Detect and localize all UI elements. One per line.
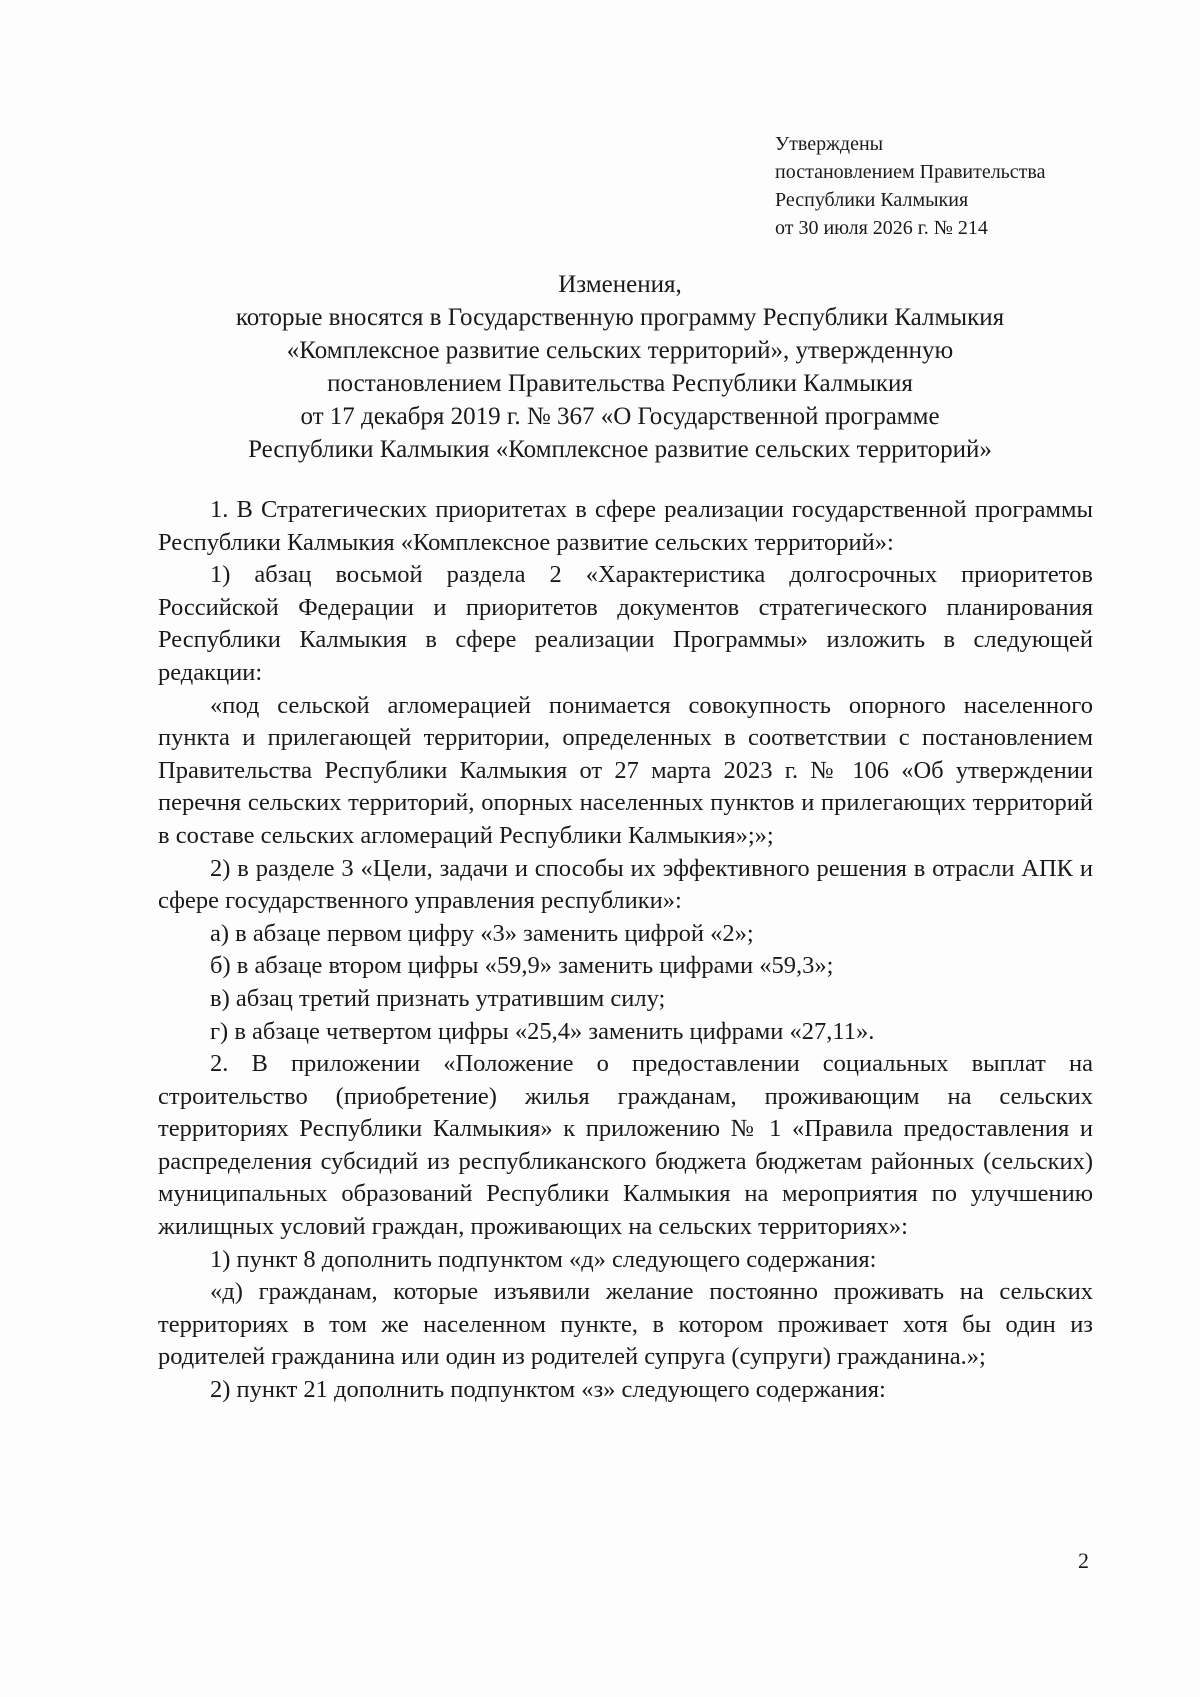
body-paragraph: 2) пункт 21 дополнить подпунктом «з» следующего содержания:: [210, 1376, 886, 1404]
approval-block: [775, 130, 1045, 242]
body-paragraph: 1) пункт 8 дополнить подпунктом «д» следующего содержания:: [210, 1245, 877, 1273]
body-paragraph: 1) абзац восьмой раздела 2 «Характеристика долгосрочных приоритетов Российской Федерации и приоритетов документов стратегического планирования Республики Калмыкия в сфере реализации Программы» изложить в следующей редакции:: [158, 561, 1093, 686]
body-paragraph: «д) гражданам, которые изъявили желание постоянно проживать на сельских территориях в том же населенном пункте, в котором проживает хотя бы один из родителей гражданина или один из родителей супруга (супруги) гражданина.»;: [158, 1278, 1093, 1371]
page-number: 2: [1078, 1548, 1089, 1573]
body-paragraph: 2. В приложении «Положение о предоставлении социальных выплат на строительство (приобретение) жилья гражданам, проживающим на сельских территориях Республики Калмыкия» к приложению № 1 «Правила предоставления и распределения субсидий из республиканского бюджета бюджетам районных (сельских) муниципальных образований Республики Калмыкия на мероприятия по улучшению жилищных условий граждан, проживающих на сельских территориях»:: [158, 1050, 1093, 1241]
title-line: которые вносятся в Государственную программу Республики Калмыкия: [235, 304, 1005, 331]
approval-line: Утверждены: [775, 133, 884, 155]
body-paragraph: в) абзац третий признать утратившим силу;: [210, 984, 666, 1012]
document-body: [158, 494, 1093, 1407]
body-paragraph: г) в абзаце четвертом цифры «25,4» заменить цифрами «27,11».: [210, 1017, 875, 1045]
approval-line: Республики Калмыкия: [775, 189, 969, 211]
body-paragraph: «под сельской агломерацией понимается совокупность опорного населенного пункта и прилегающей территории, определенных в соответствии с постановлением Правительства Республики Калмыкия от 27 марта 2023 г. № 106 «Об утверждении перечня сельских территорий, опорных населенных пунктов и прилегающих территорий в составе сельских агломераций Республики Калмыкия»;»;: [158, 691, 1093, 849]
title-line: Республики Калмыкия «Комплексное развитие сельских территорий»: [248, 436, 992, 463]
title-line: «Комплексное развитие сельских территорий», утвержденную: [286, 337, 954, 364]
body-paragraph: 1. В Стратегических приоритетах в сфере реализации государственной программы Республики Калмыкия «Комплексное развитие сельских территорий»:: [158, 496, 1093, 556]
approval-line: от 30 июля 2026 г. № 214: [775, 217, 988, 239]
approval-line: постановлением Правительства: [775, 161, 1046, 183]
title-heading: Изменения,: [558, 271, 682, 298]
title-line: постановлением Правительства Республики Калмыкия: [327, 370, 913, 397]
document-title: [150, 268, 1090, 466]
body-paragraph: 2) в разделе 3 «Цели, задачи и способы их эффективного решения в отрасли АПК и сфере государственного управления республики»:: [158, 854, 1093, 915]
body-paragraph: б) в абзаце втором цифры «59,9» заменить цифрами «59,3»;: [210, 952, 834, 980]
title-line: от 17 декабря 2019 г. № 367 «О Государственной программе: [300, 403, 940, 430]
body-paragraph: а) в абзаце первом цифру «3» заменить цифрой «2»;: [210, 919, 754, 947]
